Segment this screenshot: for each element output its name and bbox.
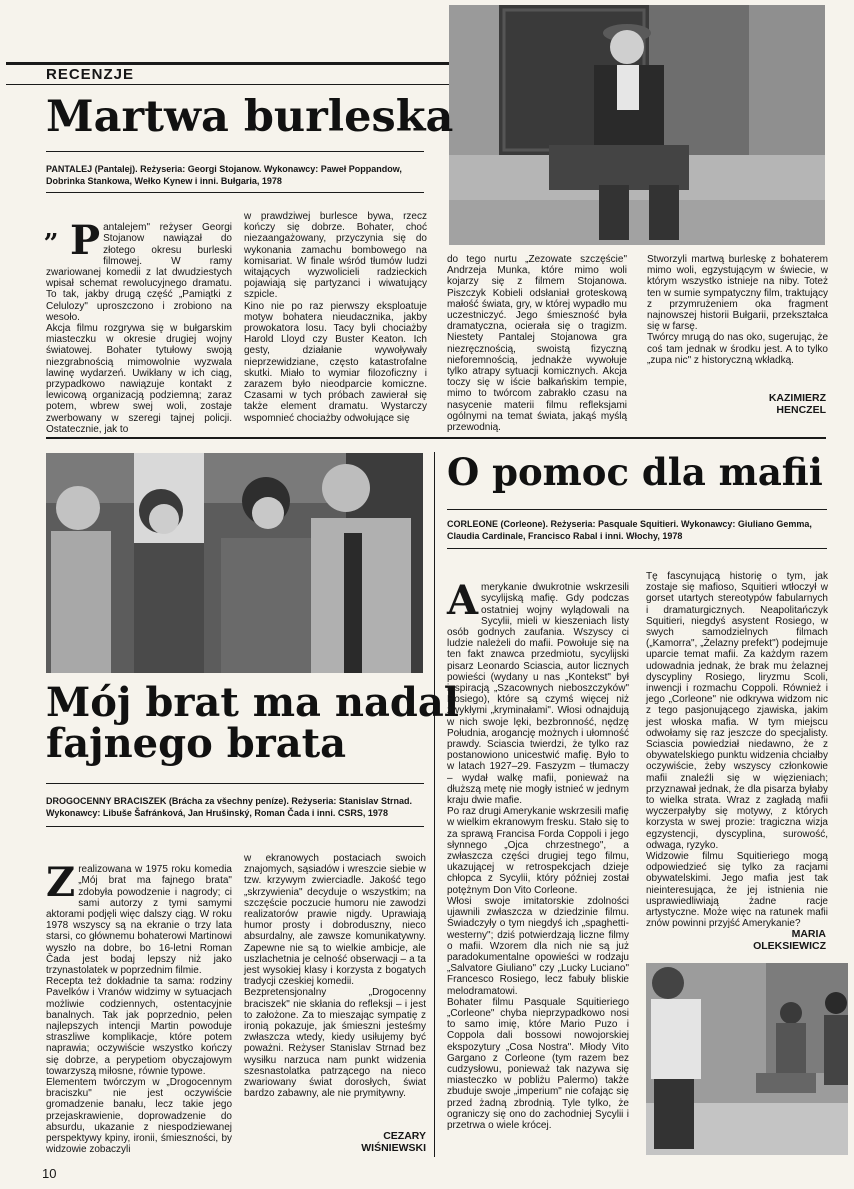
mid-rule: [46, 437, 826, 439]
review3-author-last: OLEKSIEWICZ: [753, 940, 826, 952]
review3-column-2: Tę fascynującą historię o tym, jak zostaje się mafioso, Squitieri wtłoczył w gorset utartych stereotypów fabularnych i dramaturgicznych. Neapolitańczyk Squitieri, niegdyś asystent Rosiego, w swych samodzielnych filmach („Kamorra", „Żelazny prefekt") podejmuje uparcie temat mafii. Za każdym razem udowadnia jednak, że brak mu żelaznej dyscypliny Rosiego, liryzmu Scoli, inwencji i rozmachu Coppoli. Również i jego „Corleone" nie odkrywa widzom nic z tego pasjonującego zjawiska, jakim jest włoska mafia. W tym miejscu odwołamy się raz jeszcze do specjalisty. Sciascia powiedział niedawno, że z obywatelskiego punktu widzenia chciałby oczywiście, żeby wszyscy członkowie mafii znaleźli się w więzieniach; przyznawał jednak, że dla pisarza byłaby to wielka strata. Wraz z zagładą mafii wyczerpałyby się motywy, z których korzysta w swej prozie: tragiczna wizja egzystencji, dyscyplina, surowość, odwaga, ryzyko. Widzowie filmu Squitieriego mogą odpowiedzieć się tylko za racjami obywatelskimi. Jego mafia jest tak nieinteresująca, że jej istnienia nie usprawiedliwiają żadne racje artystyczne. Może więc na ratunek mafii znów powinni przyjść Amerykanie?: [646, 571, 828, 930]
review3-dropcap: A: [447, 577, 479, 625]
review3-credits-rule: [447, 548, 827, 549]
review3-author-first: MARIA: [791, 928, 826, 940]
review1-column-2: w prawdziwej burlesce bywa, rzecz kończy się dobrze. Bohater, choć niezaangażowany, przyczynia się do wykonania zamachu bombowego na komisariat. W finale wśród tłumów ludzi witających wyzwolicieli radzieckich pojawiają się partyzanci i wiwatujący szpicle. Kino nie po raz pierwszy eksploatuje motyw bohatera nieudacznika, jakby prowokatora losu. Tacy byli chociażby Harold Lloyd czy Buster Keaton. Ich gesty, działanie wywoływały nieprzewidziane, często katastrofalne skutki. Miało to wymiar filozoficzny i zarazem było nieodparcie komiczne. Czasami w tych próbach zawierał się także element dramatu. Wystarczy wspomnieć chociażby odwołujące się: [244, 211, 427, 424]
column-divider: [434, 452, 435, 1157]
review3-credits: CORLEONE (Corleone). Reżyseria: Pasquale Squitieri. Wykonawcy: Giuliano Gemma, Claudia Cardinale, Francisco Rabal i inni. Włochy, 1978: [447, 519, 812, 542]
review1-credits: PANTALEJ (Pantalej). Reżyseria: Georgi Stojanow. Wykonawcy: Paweł Poppandow, Dobrinka Stankowa, Wełko Kynew i inni. Bułgaria, 1978: [46, 164, 402, 187]
review2-author: [300, 1130, 426, 1154]
review2-credits-rule: [46, 826, 424, 827]
review2-author-last: WIŚNIEWSKI: [361, 1142, 426, 1154]
review1-credits-rule: [46, 192, 424, 193]
film-still-pantalej: [449, 5, 825, 245]
review3-author: [700, 928, 826, 952]
review1-author-first: KAZIMIERZ: [768, 392, 826, 404]
review2-dropcap: Z: [46, 859, 76, 907]
review1-title-rule: [46, 151, 424, 152]
review2-title-line1: Mój brat ma nadal: [46, 679, 459, 726]
film-still-corleone: [646, 963, 848, 1155]
review2-title-rule: [46, 783, 424, 784]
review2-column-2: w ekranowych postaciach swoich znajomych, sąsiadów i wreszcie siebie w tzw. krzywym zwierciadle. Jakość tego „skrzywienia" decyduje o wszystkim; na szczęście poczucie humoru nie zawodzi realizatorów prawie nigdy. Uprawiają humor prosty i dobroduszny, nieco absurdalny, ale zawsze komunikatywny. Zapewne nie są to wielkie ambicje, ale uszlachetnia je celność obserwacji – a ta jest wysokiej klasy i korzysta z bogatych tradycji czeskiej komedii. Bezpretensjonalny „Drogocenny braciszek" nie skłania do refleksji – i jest to założone. Za to mieszając sympatię z ironią pokazuje, jak śmieszni jesteśmy zwłaszcza wtedy, kiedy usiłujemy być poważni. Reżyser Stanislav Strnad bez wysiłku narzuca nam punkt widzenia szesnastolatka patrzącego na nieco zwariowany świat dorosłych, świat bardzo zabawny, ale nie prymitywny.: [244, 853, 426, 1100]
review2-author-first: CEZARY: [383, 1130, 426, 1142]
review3-title-rule: [447, 509, 827, 510]
section-label: RECENZJE: [46, 66, 135, 83]
film-still-braciszek: [46, 453, 423, 673]
review1-column-3: do tego nurtu „Zezowate szczęście" Andrzeja Munka, które mimo woli kojarzy się z filmem Stojanowa. Piszczyk Kobieli odsłaniał groteskową małość świata, gry, w której wypadło mu uczestniczyć. Jego śmieszność była dramatyczna, ocierała się o tragizm. Niestety Pantalej Stojanowa gra niezręcznością, swoistą fizyczną nieforemnością, jednakże wywołuje tylko atrapy sytuacji komicznych. Akcja toczy się w iście bałkańskim tempie, mimo to twórcom zabrakło czasu na nasycenie materii filmu refleksjami ogólnymi na temat świata, jakąś myślą przewodnią.: [447, 254, 627, 434]
review1-author: [700, 392, 826, 416]
review3-title: O pomoc dla mafii: [447, 450, 823, 494]
review1-dropcap: P: [70, 217, 101, 265]
review1-quote-mark: „: [44, 214, 59, 244]
review2-column-1: [46, 853, 232, 1158]
review3-column-1: [447, 571, 629, 1156]
review2-title-line2: fajnego brata: [46, 719, 347, 767]
page-number: 10: [42, 1166, 57, 1181]
review2-col1-text: realizowana w 1975 roku komedia „Mój brat ma fajnego brata" zdobyła powodzenie i nagrody; ci sami autorzy z tymi samymi aktorami podjęli więc dalszy ciąg. W roku 1978 wszyscy są na ekranie o trzy lata starsi, co głównemu bohaterowi Martinowi wyszło na dobre, bo 16-letni Roman Čada jest bodaj lepszy niż jako trzynastolatek w poprzednim filmie. Recepta też dokładnie ta sama: rodziny Pavelków i Vranów widzimy w sytuacjach możliwie codziennych, ostentacyjnie banalnych. Tak jak poprzednio, pełen najlepszych intencji Martin powoduje straszliwe komplikacje, które potem naprawia; oczywiście wszystko kończy się dobrze, a perypetiom obyczajowym towarzyszą miłosne, równie typowe. Elementem twórczym w „Drogocennym braciszku" nie jest oczywiście gromadzenie banału, lecz takie jego przejaskrawienie, doprowadzenie do absurdu, ukazanie z niespodziewanej perspektywy kpiny, ironii, śmieszności, by widzowie zobaczyli: [46, 864, 232, 1156]
section-label-rule: [6, 84, 450, 85]
review1-column-4: Stworzyli martwą burleskę z bohaterem mimo woli, egzystującym w świecie, w którym wszystko istnieje na niby. Toteż ten w sumie sympatyczny film, traktujący z przymrużeniem oka fragment najnowszej historii Bułgarii, przekształca się w farsę. Twórcy mrugą do nas oko, sugerując, że coś tam jednak w środku jest. A to tylko „zupa nic" z historyczną wkładką.: [647, 254, 828, 366]
review2-credits: DROGOCENNY BRACISZEK (Brácha za všechny peníze). Reżyseria: Stanislav Strnad. Wykonawcy: Libuše Šafránková, Jan Hrušinský, Roman Čada i inni. CSRS, 1978: [46, 796, 412, 819]
review1-title: Martwa burleska: [46, 92, 454, 142]
review1-column-1: [46, 211, 232, 435]
top-rule: [6, 62, 450, 65]
review2-title: [46, 679, 459, 767]
review3-col1-text: merykanie dwukrotnie wskrzesili sycylijską mafię. Gdy podczas ostatniej wojny wylądowali na Sycylii, mieli w kieszeniach listy osób godnych zaufania. Wszyscy ci ludzie należeli do mafii. Powołuje się na ten fakt znawca przedmiotu, sycylijski pisarz Leonardo Sciascia, autor licznych powieści (wydany u nas „Kontekst" był inspiracją „Szacownych nieboszczyków" Rosiego), które są czymś więcej niż zwykłymi „kryminałami". Włosi odnajdują w nich swoje lęki, bezbronność, nędzę Południa, arogancję możnych i ułomność prawdy. Sciascia twierdzi, że tylko raz postanowiono unicestwić mafię. Było to w latach 1927–29. Faszyzm – tłumaczy – wydał walkę mafii, ponieważ na dłuższą metę nie mogły istnieć w jednym kraju dwie mafie. Po raz drugi Amerykanie wskrzesili mafię w wielkim ekranowym fresku. Stało się to za sprawą Francisa Forda Coppoli i jego słynnego „Ojca chrzestnego", a zwłaszcza części drugiej tego filmu, ukazującej w retrospekcjach dzieje chłopca z Sycylii, który później został potężnym Don Vito Corleone. Włosi swoje imitatorskie zdolności ujawnili zwłaszcza w dziedzinie filmu. Świadczyły o tym niegdyś ich „spaghetti-westerny"; dziś potwierdzają liczne filmy o mafii. Wzorem dla nich nie są już paradokumentalne opowieści w rodzaju „Salvatore Giuliano" czy „Lucky Luciano" Francesco Rosiego, lecz fabuły bliskie melodramatowi. Bohater filmu Pasquale Squitieriego „Corleone" chyba nieprzypadkowo nosi to samo imię, które Mario Puzo i Coppola dali bossowi nowojorskiej ekspozytury „Cosa Nostra". Młody Vito Gargano z Corleone (tym razem bez cudzysłowu, ponieważ tak nazywa się miasteczko w pobliżu Palermo) także zbuduje swoje „imperium" nie cofając się przed żadną zbrodnią. Tyle tylko, że ograniczy się ono do zachodniej Sycylii i przetrwa o wiele krócej.: [447, 582, 629, 1131]
review1-col1-text: antalejem" reżyser Georgi Stojanow nawiązał do złotego okresu burleski filmowej. W ramy zwariowanej komedii z lat dwudziestych wpisał schemat rewolucyjnego dramatu. To tak, jakby drugą część „Pamiątki z Celulozy" uproszczono i zrobiono na wesoło. Akcja filmu rozgrywa się w bułgarskim miasteczku w okresie drugiej wojny światowej. Bohater tytułowy swoją niezgrabnością mimowolnie wyzwala lawinę wydarzeń. Uwikłany w ich ciąg, przypadkowo nawiązuje kontakt z lewicową organizacją podziemną; zaraz potem, wbrew swej woli, zostaje zwerbowany w szeregi tajnej policji. Ostatecznie, jak to: [46, 222, 232, 435]
review1-author-last: HENCZEL: [776, 404, 826, 416]
